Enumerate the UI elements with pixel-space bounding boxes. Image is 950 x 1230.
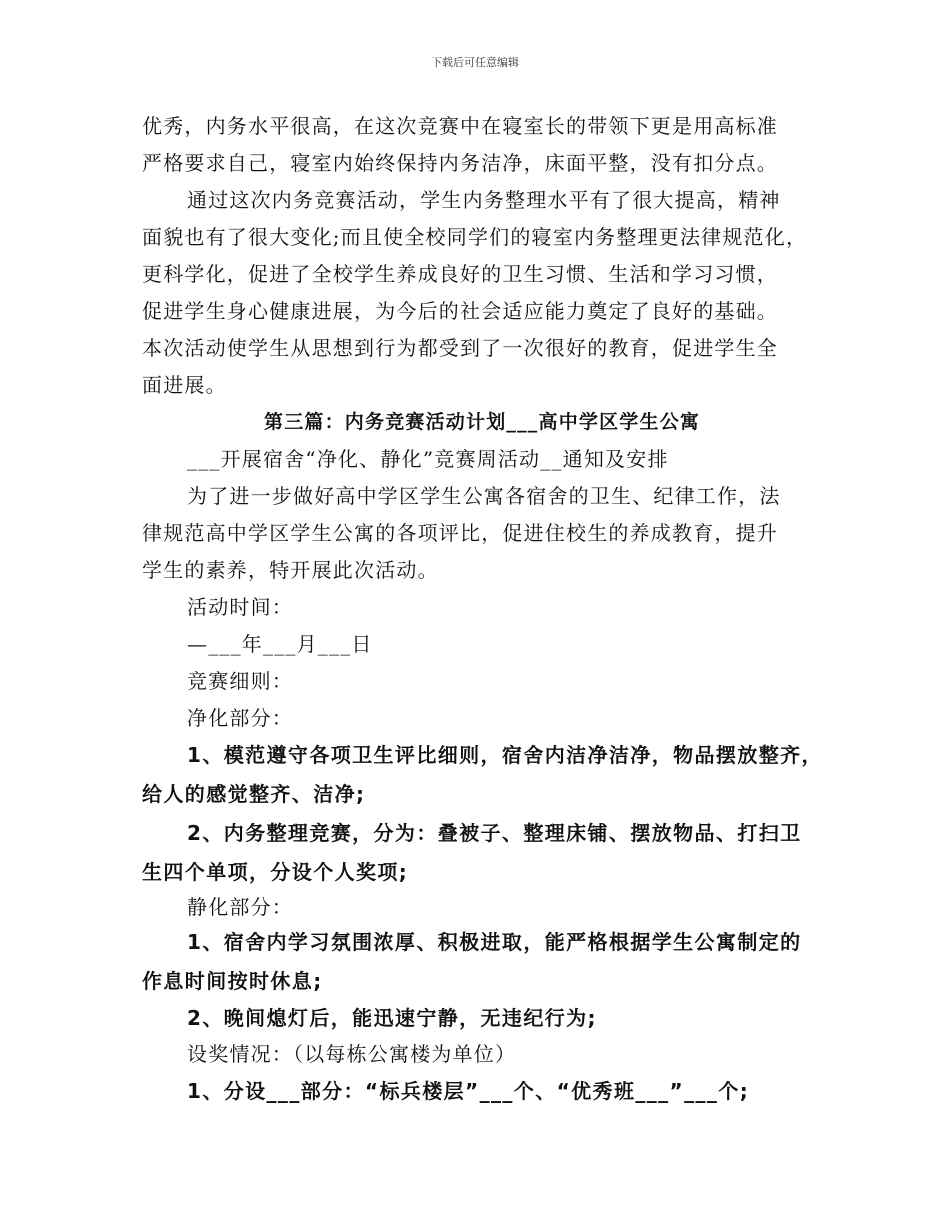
- body-line: —___年___月___日: [187, 632, 373, 656]
- body-line: 优秀，内务水平很高，在这次竞赛中在寝室长的带领下更是用高标准: [142, 114, 778, 138]
- rule-item: 作息时间按时休息;: [142, 969, 323, 993]
- rule-item: 2、晚间熄灯后，能迅速宁静，无违纪行为;: [187, 1006, 597, 1030]
- body-line: 促进学生身心健康进展，为今后的社会适应能力奠定了良好的基础。: [142, 299, 778, 323]
- page-header: 下载后可任意编辑: [431, 56, 519, 69]
- body-line: 律规范高中学区学生公寓的各项评比，促进住校生的养成教育，提升: [142, 521, 778, 545]
- rule-item: 生四个单项，分设个人奖项;: [142, 860, 409, 884]
- body-line: 本次活动使学生从思想到行为都受到了一次很好的教育，促进学生全: [142, 336, 778, 360]
- body-line: 更科学化，促进了全校学生养成良好的卫生习惯、生活和学习习惯，: [142, 262, 778, 286]
- body-line: 严格要求自己，寝室内始终保持内务洁净，床面平整，没有扣分点。: [142, 151, 778, 175]
- body-line: 面进展。: [142, 373, 227, 397]
- body-line: 活动时间：: [187, 595, 293, 619]
- rule-item: 1、模范遵守各项卫生评比细则，宿舍内洁净洁净，物品摆放整齐，: [187, 743, 823, 767]
- body-line: 设奖情况：（以每栋公寓楼为单位）: [187, 1042, 517, 1066]
- section-title: 第三篇：内务竞赛活动计划___高中学区学生公寓: [264, 411, 701, 433]
- body-line: 竞赛细则：: [187, 669, 293, 693]
- body-line: 学生的素养，特开展此次活动。: [142, 558, 439, 582]
- subtitle-line: ___开展宿舍“净化、静化”竞赛周活动__通知及安排: [187, 447, 669, 471]
- rule-item: 2、内务整理竞赛，分为：叠被子、整理床铺、摆放物品、打扫卫: [187, 821, 802, 845]
- rule-item: 1、分设___部分：“标兵楼层”___个、“优秀班___”___个;: [187, 1079, 750, 1103]
- body-line: 通过这次内务竞赛活动，学生内务整理水平有了很大提高，精神: [187, 188, 781, 212]
- rule-item: 给人的感觉整齐、洁净;: [142, 782, 366, 806]
- body-line: 为了进一步做好高中学区学生公寓各宿舍的卫生、纪律工作，法: [187, 484, 781, 508]
- body-line: 面貌也有了很大变化;而且使全校同学们的寝室内务整理更法律规范化，: [142, 225, 808, 249]
- rule-item: 1、宿舍内学习氛围浓厚、积极进取，能严格根据学生公寓制定的: [187, 930, 802, 954]
- body-line: 净化部分：: [187, 706, 293, 730]
- body-line: 静化部分：: [187, 895, 293, 919]
